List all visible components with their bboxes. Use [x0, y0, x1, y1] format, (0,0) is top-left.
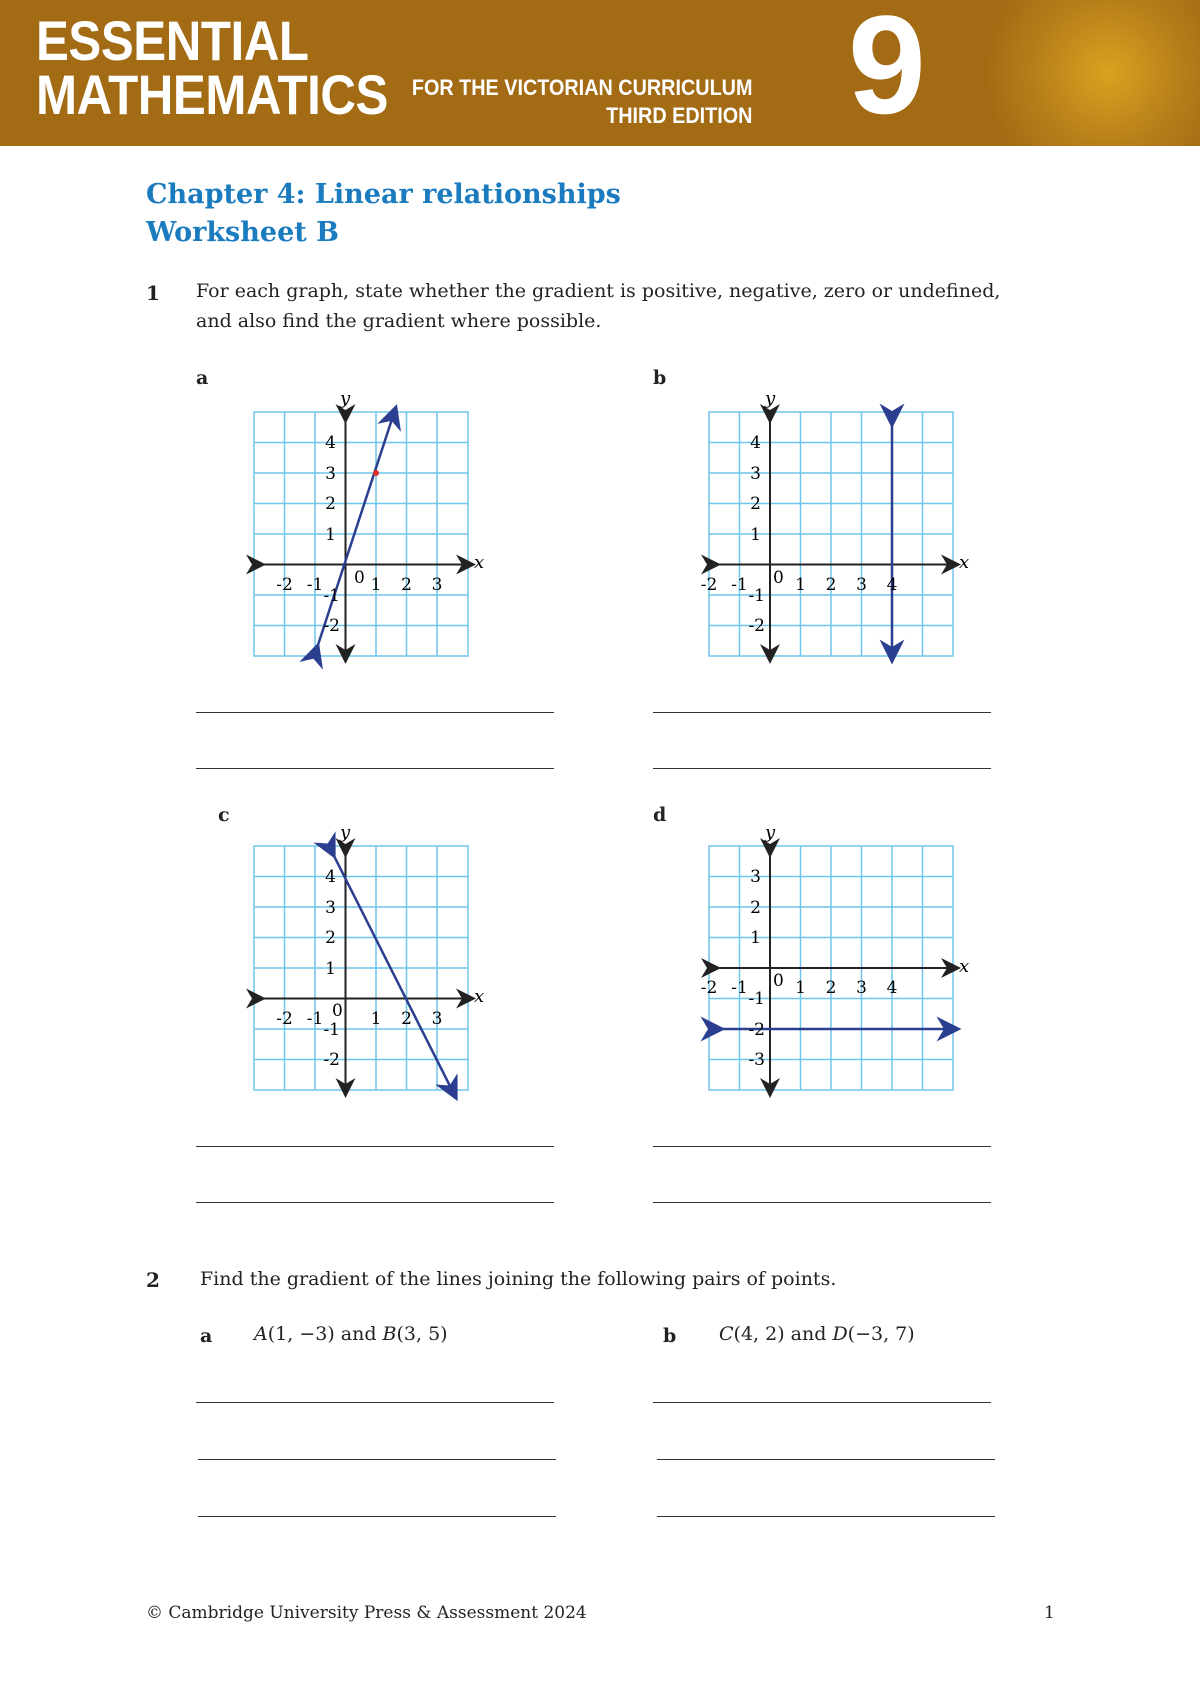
- header-banner: [0, 0, 1200, 146]
- x-tick-label: 2: [825, 978, 837, 998]
- y-tick-label: -2: [748, 616, 765, 636]
- q2-part-b-expression: [719, 1323, 915, 1345]
- plotted-point: [373, 470, 379, 476]
- y-tick-label: -1: [323, 1020, 340, 1040]
- y-tick-label: -1: [323, 586, 340, 606]
- y-tick-label: 4: [325, 433, 336, 453]
- y-axis-label: y: [340, 822, 351, 843]
- answer-line-2a-3[interactable]: [198, 1516, 556, 1517]
- worksheet-heading: Worksheet B: [146, 217, 339, 248]
- origin-label: 0: [354, 568, 365, 588]
- answer-line-2a-2[interactable]: [198, 1459, 556, 1460]
- x-tick-label: 3: [856, 978, 867, 998]
- question-2-number: 2: [146, 1268, 160, 1292]
- answer-line-2a-1[interactable]: [196, 1402, 554, 1403]
- answer-line-c-1[interactable]: [196, 1146, 554, 1147]
- x-tick-label: -1: [306, 575, 324, 595]
- answer-line-a-2[interactable]: [196, 768, 554, 769]
- y-tick-label: 2: [325, 494, 336, 514]
- x-tick-label: 1: [370, 575, 382, 595]
- y-tick-label: 3: [325, 464, 336, 484]
- y-axis-label: y: [340, 388, 351, 409]
- graph-b: [685, 386, 970, 662]
- point-a-name: A: [254, 1323, 268, 1345]
- question-1-number: 1: [146, 281, 160, 305]
- y-tick-label: 4: [325, 867, 336, 887]
- point-b-coords: (3, 5): [396, 1323, 448, 1345]
- q2-part-a-label: a: [200, 1325, 213, 1347]
- q2-part-a-expression: [254, 1323, 448, 1345]
- point-d-coords: (−3, 7): [847, 1323, 915, 1345]
- chapter-heading: Chapter 4: Linear relationships: [146, 179, 621, 210]
- x-axis-label: x: [959, 552, 970, 573]
- x-axis-label: x: [959, 956, 970, 977]
- question-1-text: [196, 276, 1000, 336]
- brand-line-2: MATHEMATICS: [36, 63, 388, 126]
- y-tick-label: 2: [750, 898, 761, 918]
- x-tick-label: -2: [276, 1009, 293, 1029]
- y-tick-label: 1: [325, 959, 336, 979]
- x-tick-label: -1: [731, 575, 748, 595]
- y-tick-label: -1: [748, 989, 765, 1009]
- x-tick-label: 3: [856, 575, 867, 595]
- x-tick-label: 2: [401, 575, 412, 595]
- x-axis-label: x: [474, 986, 485, 1007]
- answer-line-c-2[interactable]: [196, 1202, 554, 1203]
- part-d-label: d: [653, 804, 667, 826]
- banner-decoration: [970, 0, 1200, 146]
- question-2-text: Find the gradient of the lines joining the following pairs of points.: [200, 1268, 837, 1290]
- subtitle-line-1: FOR THE VICTORIAN CURRICULUM: [411, 75, 752, 100]
- answer-line-a-1[interactable]: [196, 712, 554, 713]
- answer-line-2b-2[interactable]: [657, 1459, 995, 1460]
- question-1-text-line-1: For each graph, state whether the gradient is positive, negative, zero or undefined,: [196, 280, 1001, 302]
- x-tick-label: 1: [795, 575, 806, 595]
- point-c-name: C: [719, 1323, 734, 1345]
- grid: [254, 846, 468, 1090]
- copyright-notice: © Cambridge University Press & Assessment 2024: [146, 1603, 587, 1623]
- part-b-label: b: [653, 367, 667, 389]
- x-tick-label: 2: [825, 575, 837, 595]
- origin-label: 0: [773, 568, 784, 588]
- page-title: [146, 176, 621, 252]
- year-level-number: 9: [848, 0, 926, 143]
- point-d-name: D: [832, 1323, 848, 1345]
- answer-line-d-2[interactable]: [653, 1202, 991, 1203]
- graph-line: [330, 848, 452, 1090]
- x-tick-label: 3: [431, 575, 443, 595]
- answer-line-b-1[interactable]: [653, 712, 991, 713]
- x-tick-label: -2: [276, 575, 293, 595]
- y-tick-label: -2: [323, 1050, 340, 1070]
- x-tick-label: 1: [795, 978, 806, 998]
- y-tick-label: 4: [750, 433, 761, 453]
- x-tick-label: -2: [700, 978, 718, 998]
- y-tick-label: -3: [748, 1050, 765, 1070]
- x-tick-label: 1: [370, 1009, 382, 1029]
- y-tick-label: 2: [325, 928, 336, 948]
- point-c-coords: (4, 2) and: [733, 1323, 833, 1345]
- x-tick-label: 2: [401, 1009, 412, 1029]
- y-tick-label: -2: [323, 616, 340, 636]
- y-tick-label: 1: [750, 928, 761, 948]
- x-axis-label: x: [474, 552, 485, 573]
- answer-line-b-2[interactable]: [653, 768, 991, 769]
- y-tick-label: 1: [325, 525, 336, 545]
- graph-c: [230, 822, 490, 1098]
- y-tick-label: 3: [325, 898, 336, 918]
- y-tick-label: -1: [748, 586, 765, 606]
- point-a-coords: (1, −3) and: [267, 1323, 383, 1345]
- y-tick-label: 2: [750, 494, 761, 514]
- y-axis-label: y: [765, 822, 776, 843]
- origin-label: 0: [773, 971, 784, 991]
- question-1-text-line-2: and also find the gradient where possible.: [196, 310, 602, 332]
- answer-line-2b-3[interactable]: [657, 1516, 995, 1517]
- part-a-label: a: [196, 367, 209, 389]
- origin-label: 0: [332, 1001, 343, 1021]
- subtitle-line-2: THIRD EDITION: [605, 103, 752, 128]
- part-c-label: c: [218, 804, 230, 826]
- graph-d: [685, 822, 970, 1098]
- x-tick-label: -1: [306, 1009, 324, 1029]
- y-tick-label: 3: [750, 867, 761, 887]
- y-tick-label: 3: [750, 464, 761, 484]
- y-tick-label: 1: [750, 525, 761, 545]
- brand-subtitle: [411, 74, 752, 130]
- grid: [254, 412, 468, 656]
- answer-line-2b-1[interactable]: [653, 1402, 991, 1403]
- brand-line-1: ESSENTIAL: [36, 9, 309, 72]
- y-tick-label: -2: [748, 1020, 765, 1040]
- x-tick-label: 3: [431, 1009, 443, 1029]
- brand-title: [36, 9, 388, 126]
- grid: [709, 412, 953, 656]
- x-tick-label: 4: [886, 575, 898, 595]
- page-number: 1: [1044, 1603, 1055, 1623]
- x-tick-label: 4: [886, 978, 898, 998]
- q2-part-b-label: b: [663, 1325, 677, 1347]
- point-b-name: B: [382, 1323, 397, 1345]
- answer-line-d-1[interactable]: [653, 1146, 991, 1147]
- x-tick-label: -1: [731, 978, 748, 998]
- x-tick-label: -2: [700, 575, 718, 595]
- graph-a: [230, 386, 490, 662]
- y-axis-label: y: [765, 388, 776, 409]
